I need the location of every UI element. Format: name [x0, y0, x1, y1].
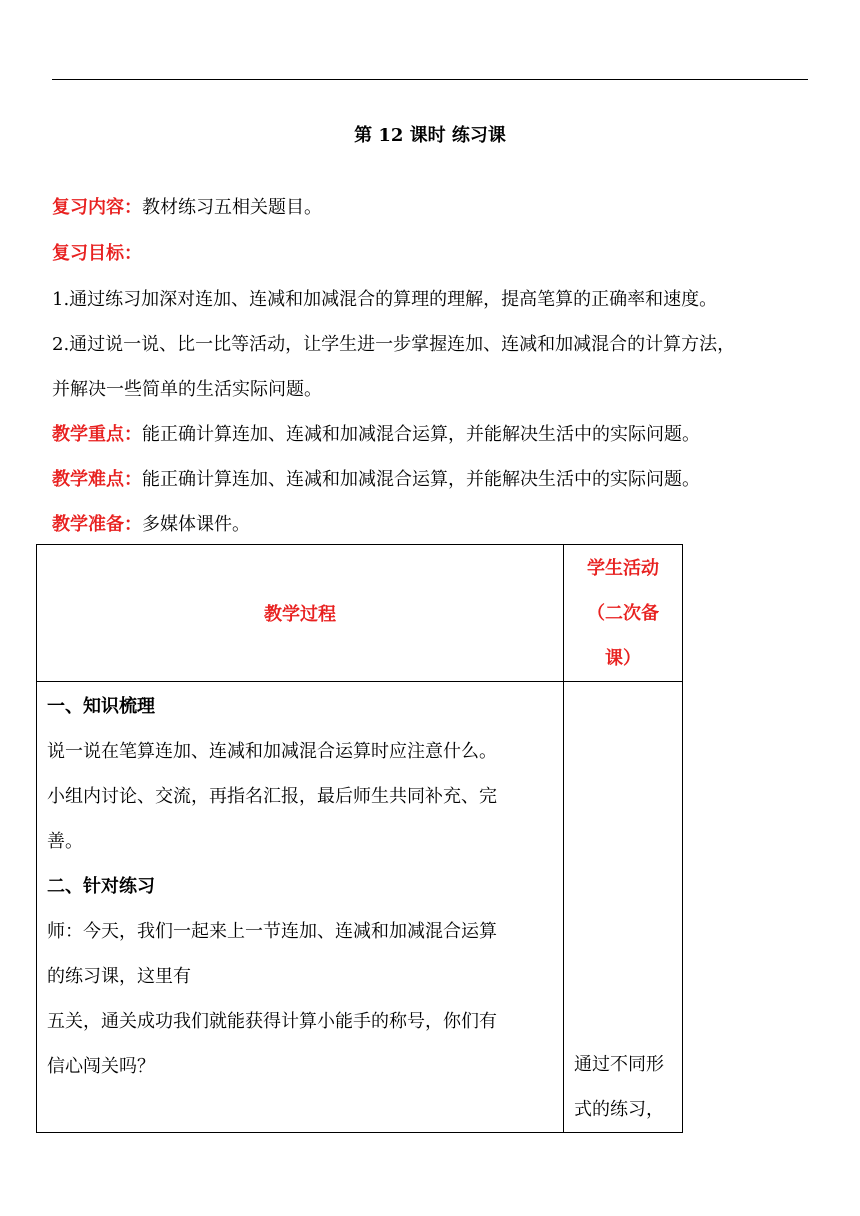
key-point-text: 能正确计算连加、连减和加减混合运算，并能解决生活中的实际问题。 [142, 424, 700, 445]
header-side-line-1: 学生活动 [587, 558, 659, 579]
review-goal-2: 2.通过说一说、比一比等活动，让学生进一步掌握连加、连减和加减混合的计算方法， [52, 334, 736, 355]
preparation-line [52, 513, 250, 537]
section-1-line-2: 小组内讨论、交流，再指名汇报，最后师生共同补充、完 [47, 786, 497, 807]
section-2-line-1: 师：今天，我们一起来上一节连加、连减和加减混合运算 [47, 921, 497, 942]
review-content-text: 教材练习五相关题目。 [142, 197, 322, 218]
header-teaching-process [37, 545, 564, 682]
review-goals-line [52, 242, 142, 266]
teaching-process-table [36, 544, 683, 1133]
section-2-line-4: 信心闯关吗？ [47, 1056, 155, 1077]
table-body-row [37, 682, 683, 1133]
review-content-label: 复习内容： [52, 197, 142, 218]
header-side-line-3: 课） [605, 648, 641, 669]
difficult-point-label: 教学难点： [52, 469, 142, 490]
section-1-line-3: 善。 [47, 831, 83, 852]
header-student-activity [564, 545, 683, 682]
table-header-row [37, 545, 683, 682]
difficult-point-text: 能正确计算连加、连减和加减混合运算，并能解决生活中的实际问题。 [142, 469, 700, 490]
section-2-line-3: 五关，通关成功我们就能获得计算小能手的称号，你们有 [47, 1011, 497, 1032]
key-point-line [52, 423, 700, 447]
teaching-process-cell [37, 682, 564, 1133]
review-goal-2-cont: 并解决一些简单的生活实际问题。 [52, 379, 322, 400]
side-note-line-1: 通过不同形 [574, 1054, 664, 1075]
section-2-title: 二、针对练习 [47, 876, 155, 897]
section-2-line-2: 的练习课，这里有 [47, 966, 191, 987]
header-rule [52, 79, 808, 80]
header-main-label: 教学过程 [264, 604, 336, 625]
review-goal-1: 1.通过练习加深对连加、连减和加减混合的算理的理解，提高笔算的正确率和速度。 [52, 289, 718, 310]
side-note-line-2: 式的练习， [574, 1099, 664, 1120]
section-1-line-1: 说一说在笔算连加、连减和加减混合运算时应注意什么。 [47, 741, 497, 762]
page-title: 第 12 课时 练习课 [354, 125, 506, 146]
key-point-label: 教学重点： [52, 424, 142, 445]
review-content-line [52, 196, 322, 220]
preparation-label: 教学准备： [52, 514, 142, 535]
review-goals-label: 复习目标： [52, 243, 142, 264]
section-1-title: 一、知识梳理 [47, 696, 155, 717]
preparation-text: 多媒体课件。 [142, 514, 250, 535]
difficult-point-line [52, 468, 700, 492]
header-side-line-2: （二次备 [587, 603, 659, 624]
student-activity-cell [564, 682, 683, 1133]
